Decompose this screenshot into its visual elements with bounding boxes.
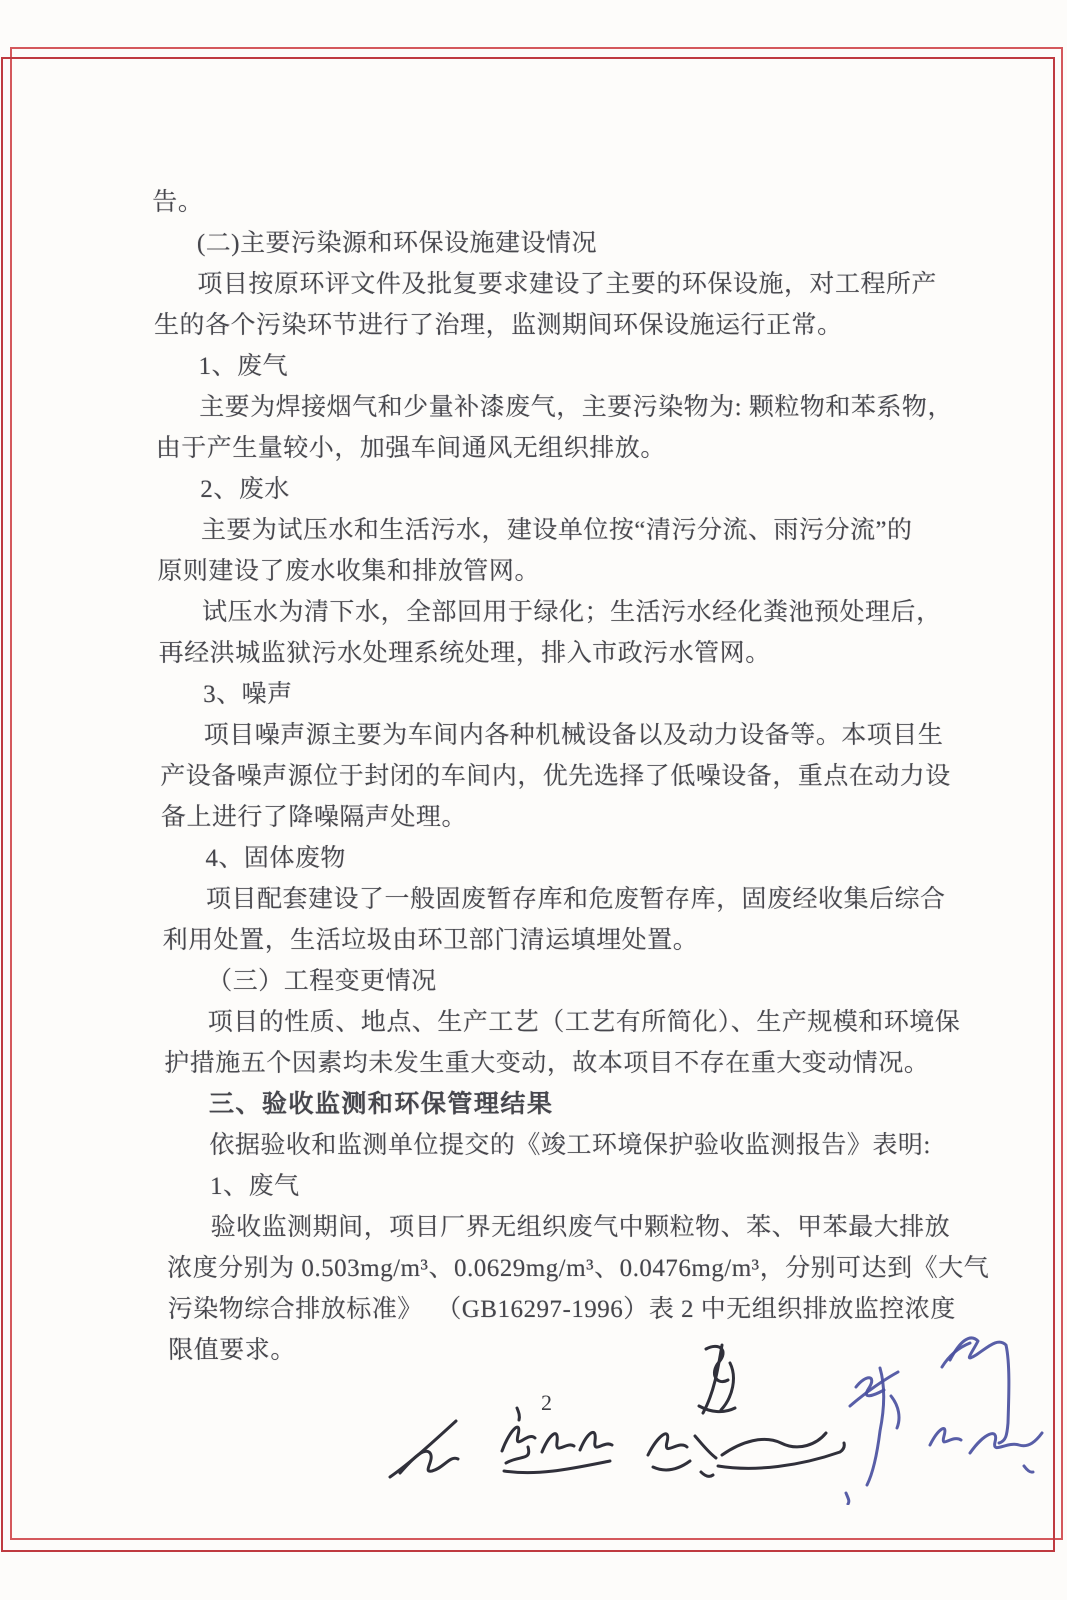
signature-blue-3 — [930, 1428, 1042, 1472]
text-line: 2、废水 — [200, 476, 290, 503]
text-line: 三、验收监测和环保管理结果 — [208, 1091, 554, 1118]
signature-black-1 — [390, 1421, 458, 1477]
text-line: 护措施五个因素均未发生重大变动，故本项目不存在重大变动情况。 — [164, 1050, 930, 1077]
text-line: 污染物综合排放标准》 （GB16297-1996）表 2 中无组织排放监控浓度 — [167, 1296, 956, 1323]
handwritten-signatures — [370, 1305, 1050, 1505]
document-body — [152, 182, 990, 1371]
signature-black-2 — [502, 1408, 612, 1473]
text-line: 产设备噪声源位于封闭的车间内，优先选择了低噪设备，重点在动力设 — [160, 763, 952, 790]
text-line: 1、废气 — [198, 353, 289, 380]
text-line: 告。 — [152, 189, 204, 216]
text-line: （三）工程变更情况 — [206, 968, 437, 995]
text-line: 生的各个污染环节进行了治理，监测期间环保设施运行正常。 — [153, 312, 843, 339]
text-line: 备上进行了降噪隔声处理。 — [160, 804, 468, 831]
text-line: 主要为试压水和生活污水，建设单位按“清污分流、雨污分流”的 — [200, 517, 913, 544]
text-line: 试压水为清下水，全部回用于绿化；生活污水经化粪池预处理后， — [201, 599, 942, 626]
signature-blue-2 — [942, 1338, 1009, 1443]
text-line: 4、固体废物 — [205, 845, 347, 872]
signature-blue-1 — [846, 1368, 899, 1504]
text-line: 项目配套建设了一般固废暂存库和危废暂存库，固废经收集后综合 — [205, 886, 946, 913]
text-line: 限值要求。 — [168, 1337, 297, 1364]
text-line: 原则建设了废水收集和排放管网。 — [157, 558, 541, 585]
text-line: 再经洪城监狱污水处理系统处理，排入市政污水管网。 — [158, 640, 771, 667]
text-line: 由于产生量较小，加强车间通风无组织排放。 — [155, 435, 666, 462]
text-line: 项目的性质、地点、生产工艺（工艺有所简化）、生产规模和环境保 — [207, 1009, 961, 1036]
text-line: 1、废气 — [209, 1173, 300, 1200]
text-line: 主要为焊接烟气和少量补漆废气，主要污染物为: 颗粒物和苯系物， — [198, 394, 954, 421]
text-line: 项目噪声源主要为车间内各种机械设备以及动力设备等。本项目生 — [203, 722, 944, 749]
text-line: (二)主要污染源和环保设施建设情况 — [196, 230, 598, 257]
signature-black-5 — [718, 1433, 844, 1468]
text-line: 验收监测期间，项目厂界无组织废气中颗粒物、苯、甲苯最大排放 — [210, 1214, 951, 1241]
text-line: 依据验收和监测单位提交的《竣工环境保护验收监测报告》表明: — [209, 1132, 932, 1159]
text-line: 利用处置，生活垃圾由环卫部门清运填埋处置。 — [162, 927, 699, 954]
text-line: 项目按原环评文件及批复要求建设了主要的环保设施，对工程所产 — [197, 271, 938, 298]
signature-black-3 — [648, 1434, 716, 1477]
signature-black-4 — [699, 1345, 735, 1413]
text-line: 3、噪声 — [202, 681, 293, 708]
page-number: 2 — [541, 1390, 552, 1415]
text-line: 浓度分别为 0.503mg/m³、0.0629mg/m³、0.0476mg/m³，分别可达到《大气 — [166, 1255, 990, 1282]
